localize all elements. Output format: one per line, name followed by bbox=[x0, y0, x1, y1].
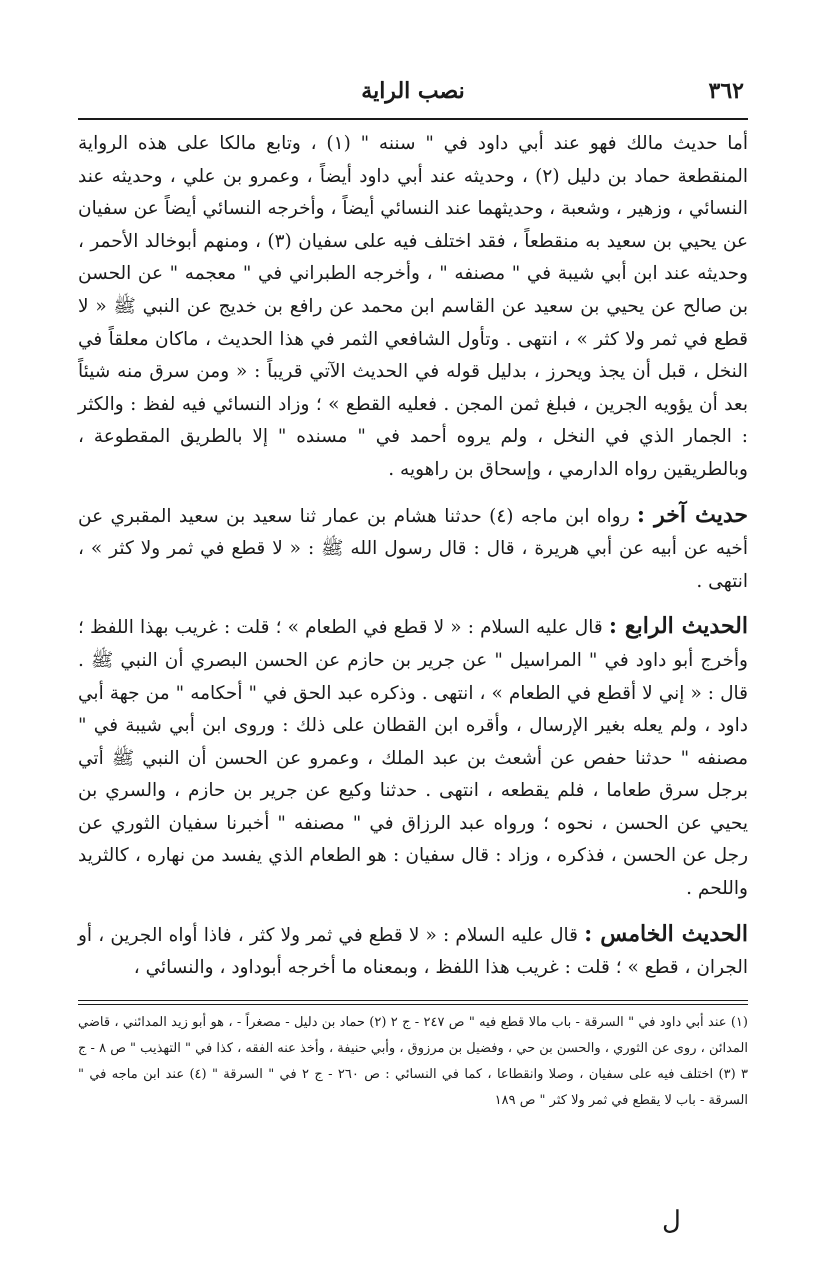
paragraph bbox=[78, 128, 748, 487]
paragraph bbox=[78, 918, 748, 985]
paragraph-heading: حديث آخر : bbox=[636, 501, 748, 528]
paragraph-heading: الحديث الرابع : bbox=[608, 613, 748, 640]
paragraph bbox=[78, 499, 748, 599]
footnote-rule bbox=[78, 1000, 748, 1001]
paragraph-text: رواه ابن ماجه (٤) حدثنا هشام بن عمار ثنا سعيد بن سعيد المقبري عن أخيه عن أبيه عن أبي هريرة ، قال : قال رسول الله ﷺ : « لا قطع في ثمر ولا كثر » ، انتهى . bbox=[78, 505, 748, 592]
paragraph-heading: الحديث الخامس : bbox=[584, 920, 748, 947]
main-text bbox=[78, 128, 748, 997]
page-title: نصب الراية bbox=[361, 78, 465, 104]
paragraph-text: قال عليه السلام : « لا قطع في ثمر ولا كثر ، فاذا أواه الجرين ، أو الجران ، قطع » ؛ قلت : غريب هذا اللفظ ، وبمعناه ما أخرجه أبوداود ، والنسائي ، bbox=[78, 924, 748, 979]
footnote-text: (١) عند أبي داود في " السرقة - باب مالا قطع فيه " ص ٢٤٧ - ج ٢ (٢) حماد بن دليل - مصغراً - ، هو أبو زيد المدائني ، قاضي المدائن ، روى عن الثوري ، والحسن بن حي ، وفضيل بن مرزوق ، وأبي حنيفة ، وأخذ عنه الفقه ، كذا في " التهذيب " ص ٨ - ج ٣ (٣) اختلف فيه على سفيان ، وصلا وانقطاعا ، كما في النسائي : ص ٢٦٠ - ج ٢ في " السرقة " (٤) عند ابن ماجه في " السرقة - باب لا يقطع في ثمر ولا كثر " ص ١٨٩ bbox=[78, 1015, 748, 1108]
paragraph-text: قال عليه السلام : « لا قطع في الطعام » ؛ قلت : غريب بهذا اللفظ ؛ وأخرج أبو داود في " المراسيل " عن جرير بن حازم عن الحسن البصري أن النبي ﷺ . قال : « إني لا أقطع في الطعام » ، انتهى . وذكره عبد الحق في " أحكامه " من جهة أبي داود ، ولم يعله بغير الإرسال ، وأقره ابن القطان على ذلك : وروى ابن أبي شيبة في " مصنفه " حدثنا حفص عن أشعث بن عبد الملك ، وعمرو عن الحسن أن النبي ﷺ أتي برجل سرق طعاما ، فلم يقطعه ، انتهى . حدثنا وكيع عن جرير بن حازم ، والسري بن يحيي عن الحسن ، نحوه ؛ ورواه عبد الرزاق في " مصنفه " أخبرنا سفيان الثوري عن رجل عن الحسن ، فذكره ، وزاد : قال سفيان : هو الطعام الذي يفسد من نهاره ، كالثريد واللحم . bbox=[78, 617, 748, 900]
paragraph-text: أما حديث مالك فهو عند أبي داود في " سننه " (١) ، وتابع مالكا على هذه الرواية المنقطعة حماد بن دليل (٢) ، وحديثه عند أبي داود أيضاً ، وعمرو بن علي ، وحديثه عند النسائي ، وزهير ، وشعبة ، وحديثهما عند النسائي أيضاً ، وأخرجه النسائي أيضاً عن سفيان عن يحيي بن سعيد به منقطعاً ، فقد اختلف فيه على سفيان (٣) ، ومنهم أبوخالد الأحمر ، وحديثه عند ابن أبي شيبة في " مصنفه " ، وأخرجه الطبراني في " معجمه " عن الحسن بن صالح عن يحيي بن سعيد عن القاسم ابن محمد عن رافع بن خديج عن النبي ﷺ « لا قطع في ثمر ولا كثر » ، انتهى . وتأول الشافعي الثمر في هذا الحديث ، ماكان معلقاً في النخل ، قبل أن يجذ ويحرز ، بدليل قوله في الحديث الآتي قريباً : « ومن سرق منه شيئاً بعد أن يؤويه الجرين ، فبلغ ثمن المجن . فعليه القطع » ؛ وزاد النسائي فيه لفظ : والكثر : الجمار الذي في النخل ، ولم يروه أحمد في " مسنده " إلا بالطريق المقطوعة ، وبالطريقين رواه الدارمي ، وإسحاق بن راهويه . bbox=[78, 133, 749, 480]
header-rule bbox=[78, 118, 748, 120]
paragraph bbox=[78, 610, 748, 905]
page-number: ٣٦٢ bbox=[708, 78, 744, 104]
footnotes bbox=[78, 1010, 748, 1114]
running-header bbox=[78, 78, 748, 114]
footnote-rule-secondary bbox=[78, 1004, 748, 1005]
page-mark: ل bbox=[662, 1206, 681, 1236]
